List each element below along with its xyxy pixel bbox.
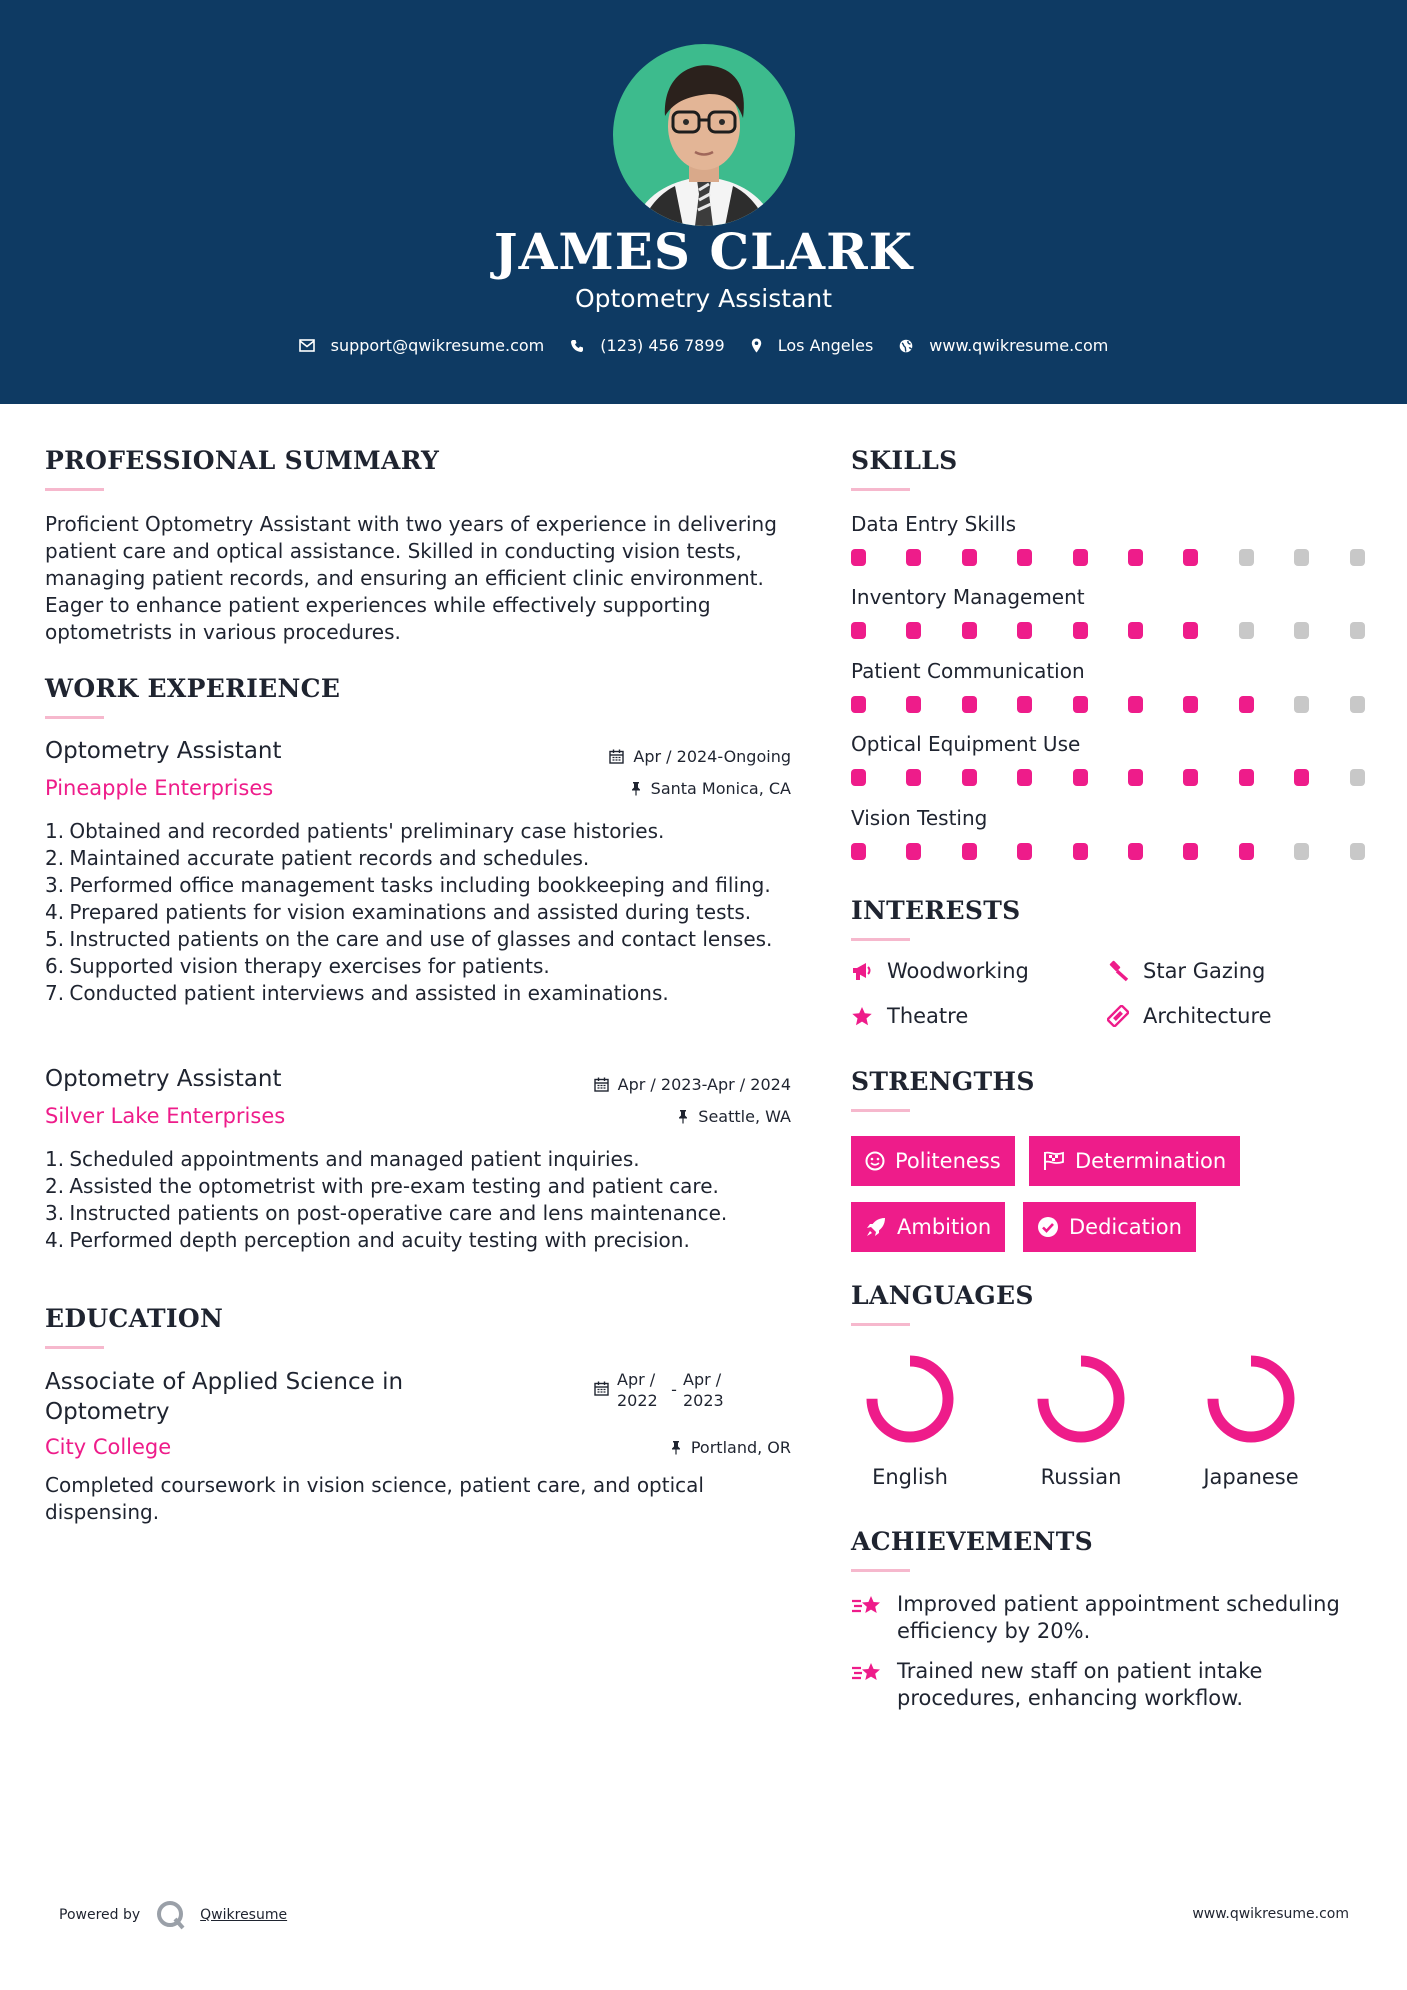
strength-label: Determination [1075,1149,1227,1173]
strengths-rule [851,1109,910,1112]
skill-label: Vision Testing [851,806,988,830]
calendar-icon [594,1369,609,1411]
education-end: Apr / 2023 [683,1370,724,1410]
profile-photo [613,44,795,226]
rating-dot [1073,622,1088,639]
interest-item [1107,959,1265,983]
education-location [670,1438,791,1457]
rating-dot [851,549,866,566]
rating-dot [851,622,866,639]
skill-rating [851,769,1371,787]
skill-label: Data Entry Skills [851,512,1017,536]
summary-heading: PROFESSIONAL SUMMARY [45,446,440,475]
calendar-icon [609,749,624,764]
skill-rating [851,843,1371,861]
rating-dot [851,696,866,713]
check-circle-icon [1037,1216,1059,1238]
rating-dot [1128,696,1143,713]
interest-label: Architecture [1143,1004,1272,1028]
languages-rule [851,1323,910,1326]
rating-dot [1350,696,1365,713]
school-name: City College [45,1435,172,1459]
rating-dot [962,622,977,639]
rating-dot [1183,696,1198,713]
gavel-icon [1107,960,1129,982]
rating-dot [1017,696,1032,713]
rating-dot [1073,769,1088,786]
job-2-bullets [45,1146,805,1254]
ticket-icon [1107,1005,1129,1027]
footer-url[interactable]: www.qwikresume.com [1192,1906,1349,1922]
rating-dot [906,843,921,860]
achievement-text: Improved patient appointment scheduling efficiency by 20%. [897,1592,1340,1643]
language-item [1011,1351,1151,1489]
pushpin-icon [630,781,642,796]
rating-dot [1239,622,1254,639]
summary-text: Proficient Optometry Assistant with two years of experience in delivering patient care and optical assistance. Skilled in conducting vision tests, managing patient records, and ensuring an efficient clinic environment. Eager to enhance patient experiences while effectively supporting optometrists in various procedures. [45,512,777,644]
education-description: Completed coursework in vision science, patient care, and optical dispensing. [45,1473,704,1524]
job-2-location-text: Seattle, WA [698,1107,791,1126]
powered-by-text: Powered by [59,1907,141,1923]
rating-dot [1183,843,1198,860]
rating-dot [1073,696,1088,713]
strengths-heading: STRENGTHS [851,1067,1035,1096]
resume-header [0,0,1407,404]
list-item: 4. Performed depth perception and acuity testing with precision. [45,1228,690,1252]
rating-dot [1128,843,1143,860]
rating-dot [906,696,921,713]
rating-dot [1017,843,1032,860]
skill-rating [851,696,1371,714]
envelope-icon [299,339,315,352]
job-1-bullets [45,818,805,1007]
strength-label: Politeness [895,1149,1001,1173]
rating-dot [1073,549,1088,566]
phone-icon [570,339,584,353]
candidate-name: JAMES CLARK [493,222,914,281]
language-ring-arc [872,1361,948,1437]
qwikresume-logo-icon [156,1900,186,1930]
experience-heading: WORK EXPERIENCE [45,674,341,703]
job-2-dates [594,1075,791,1094]
phone-text: (123) 456 7899 [600,336,725,355]
rating-dot [1128,549,1143,566]
rating-dot [1017,622,1032,639]
strength-label: Ambition [897,1215,992,1239]
education-heading: EDUCATION [45,1304,224,1333]
achievement-text: Trained new staff on patient intake procedures, enhancing workflow. [897,1659,1263,1710]
language-label: Japanese [1203,1465,1299,1489]
job-1-dates [609,747,791,766]
rating-dot [1239,843,1254,860]
rating-dot [906,769,921,786]
skills-rule [851,488,910,491]
job-1-location [630,779,791,798]
interest-label: Theatre [887,1004,969,1028]
contact-phone[interactable] [570,336,724,355]
education-rule [45,1346,104,1349]
language-ring-arc [1043,1361,1119,1437]
rating-dot [851,843,866,860]
trophy-star-icon [851,1658,885,1712]
pushpin-icon [670,1440,682,1455]
interest-item [1107,1004,1272,1028]
skill-label: Optical Equipment Use [851,732,1081,756]
rating-dot [1183,622,1198,639]
strength-badge [1023,1202,1196,1252]
rating-dot [1350,622,1365,639]
megaphone-icon [851,960,873,982]
rating-dot [1350,549,1365,566]
education-location-text: Portland, OR [690,1438,791,1457]
rating-dot [1073,843,1088,860]
job-1-title: Optometry Assistant [45,738,282,764]
footer-powered [59,1900,287,1930]
calendar-icon [594,1077,609,1092]
rating-dot [1128,622,1143,639]
rating-dot [1239,549,1254,566]
job-2-location [677,1107,791,1126]
contact-website[interactable] [899,336,1108,355]
strength-label: Dedication [1069,1215,1182,1239]
rocket-icon [865,1216,887,1238]
email-text: support@qwikresume.com [330,336,545,355]
globe-icon [899,339,913,353]
map-pin-icon [751,338,762,353]
list-item: 2. Assisted the optometrist with pre-exam testing and patient care. [45,1174,719,1198]
job-1-dates-text: Apr / 2024-Ongoing [633,747,791,766]
job-title: Optometry Assistant [574,284,833,313]
skill-rating [851,622,1371,640]
summary-rule [45,488,104,491]
interest-label: Star Gazing [1143,959,1266,983]
education-dates [594,1369,724,1411]
rating-dot [1350,769,1365,786]
experience-rule [45,716,104,719]
language-ring [862,1351,958,1447]
rating-dot [1350,843,1365,860]
rating-dot [1294,843,1309,860]
smile-icon [865,1151,885,1171]
rating-dot [1294,696,1309,713]
strength-badge [851,1136,1015,1186]
website-text: www.qwikresume.com [929,336,1109,355]
rating-dot [906,549,921,566]
rating-dot [851,769,866,786]
pushpin-icon [677,1109,689,1124]
job-2-title: Optometry Assistant [45,1066,282,1092]
achievement-item [851,1591,1371,1645]
language-label: Russian [1040,1465,1122,1489]
rating-dot [906,622,921,639]
skill-label: Inventory Management [851,585,1085,609]
rating-dot [962,769,977,786]
degree-line-2: Optometry [45,1399,170,1425]
list-item: 7. Conducted patient interviews and assisted in examinations. [45,981,669,1005]
skill-rating [851,549,1371,567]
job-2-dates-text: Apr / 2023-Apr / 2024 [617,1075,791,1094]
language-ring-arc [1213,1361,1289,1437]
rating-dot [1128,769,1143,786]
interest-item [851,959,1029,983]
contact-bar [0,336,1407,355]
job-1-company: Pineapple Enterprises [45,776,274,800]
skill-label: Patient Communication [851,659,1085,683]
rating-dot [1017,769,1032,786]
rating-dot [1183,549,1198,566]
flag-icon [1043,1151,1065,1171]
job-1-location-text: Santa Monica, CA [650,779,791,798]
list-item: 3. Instructed patients on post-operative care and lens maintenance. [45,1201,728,1225]
contact-location [751,336,874,355]
education-start: Apr / 2022 [617,1370,658,1410]
rating-dot [962,696,977,713]
date-separator: - [671,1380,677,1399]
list-item: 5. Instructed patients on the care and use of glasses and contact lenses. [45,927,773,951]
interest-label: Woodworking [887,959,1029,983]
language-label: English [872,1465,948,1489]
rating-dot [962,843,977,860]
rating-dot [1239,769,1254,786]
strength-badge [851,1202,1005,1252]
degree-title [45,1367,403,1427]
languages-heading: LANGUAGES [851,1281,1034,1310]
list-item: 3. Performed office management tasks including bookkeeping and filing. [45,873,771,897]
rating-dot [1183,769,1198,786]
rating-dot [962,549,977,566]
rating-dot [1294,622,1309,639]
brand-link[interactable]: Qwikresume [200,1907,288,1923]
rating-dot [1294,549,1309,566]
list-item: 1. Scheduled appointments and managed patient inquiries. [45,1147,640,1171]
star-icon [851,1005,873,1027]
interests-rule [851,938,910,941]
rating-dot [1239,696,1254,713]
interest-item [851,1004,968,1028]
contact-email[interactable] [299,336,545,355]
language-item [1181,1351,1321,1489]
skills-heading: SKILLS [851,446,958,475]
language-ring [1203,1351,1299,1447]
interests-heading: INTERESTS [851,896,1021,925]
trophy-star-icon [851,1591,885,1645]
job-2-company: Silver Lake Enterprises [45,1104,286,1128]
achievements-rule [851,1569,910,1572]
achievement-item [851,1658,1371,1712]
list-item: 6. Supported vision therapy exercises for patients. [45,954,550,978]
achievements-heading: ACHIEVEMENTS [851,1527,1093,1556]
list-item: 1. Obtained and recorded patients' preliminary case histories. [45,819,665,843]
rating-dot [1294,769,1309,786]
rating-dot [1017,549,1032,566]
location-text: Los Angeles [777,336,874,355]
list-item: 4. Prepared patients for vision examinations and assisted during tests. [45,900,752,924]
degree-line-1: Associate of Applied Science in [45,1369,404,1395]
list-item: 2. Maintained accurate patient records and schedules. [45,846,590,870]
language-ring [1033,1351,1129,1447]
strength-badge [1029,1136,1240,1186]
language-item [840,1351,980,1489]
